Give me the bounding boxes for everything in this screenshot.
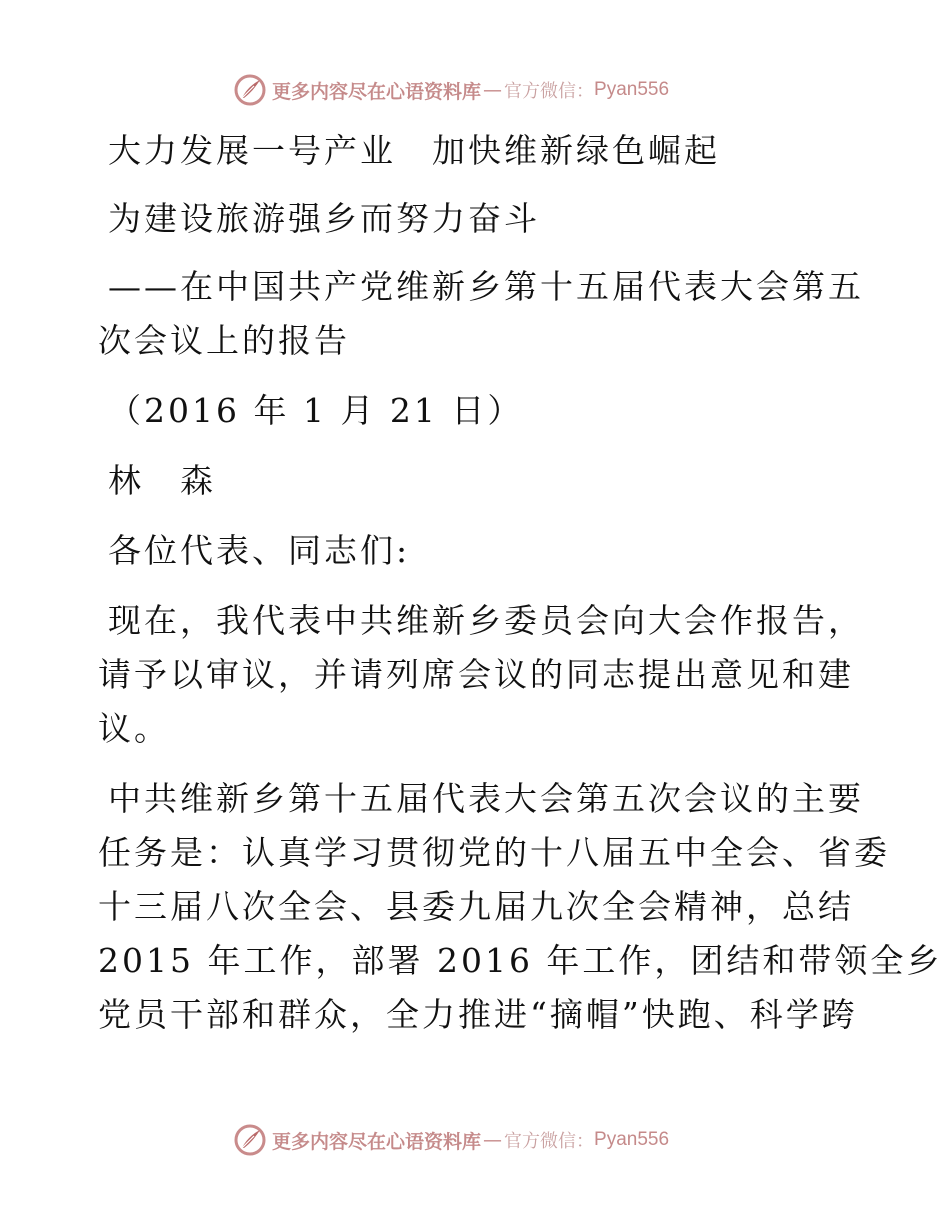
paragraph-line: 现在，我代表中共维新乡委员会向大会作报告， (108, 601, 864, 640)
document-body (98, 124, 943, 1042)
paragraph-line: 十三届八次全会、县委九届九次全会精神，总结 (98, 887, 854, 926)
feather-logo-icon (234, 74, 266, 106)
paragraph-line: 任务是：认真学习贯彻党的十八届五中全会、省委 (98, 833, 890, 872)
watermark-account: Pyan556 (594, 79, 670, 100)
watermark-dash: — (483, 79, 503, 101)
paragraph-1 (98, 594, 864, 756)
watermark-dash: — (483, 1129, 503, 1151)
document-subtitle-line-2: 次会议上的报告 (98, 321, 350, 360)
document-author: 林 森 (108, 461, 216, 500)
paragraph-line: 中共维新乡第十五届代表大会第五次会议的主要 (108, 779, 864, 818)
paragraph-line: 2015 年工作，部署 2016 年工作，团结和带领全乡 (98, 941, 943, 980)
document-title-line-2: 为建设旅游强乡而努力奋斗 (108, 199, 540, 238)
paragraph-line: 党员干部和群众，全力推进“摘帽”快跑、科学跨 (98, 995, 858, 1034)
paragraph-line: 请予以审议，并请列席会议的同志提出意见和建 (98, 655, 854, 694)
document-subtitle-line-1: ——在中国共产党维新乡第十五届代表大会第五 (108, 267, 864, 306)
document-title-line-1: 大力发展一号产业 加快维新绿色崛起 (108, 131, 720, 170)
footer-watermark (234, 1122, 669, 1158)
paragraph-2 (98, 772, 943, 1042)
watermark-label: 官方微信： (504, 81, 595, 102)
document-date: （2016 年 1 月 21 日） (108, 391, 524, 430)
watermark-account: Pyan556 (594, 1129, 670, 1150)
header-watermark (234, 72, 669, 108)
watermark-brand: 更多内容尽在心语资料库 (272, 80, 482, 103)
watermark-brand: 更多内容尽在心语资料库 (272, 1130, 482, 1153)
watermark-label: 官方微信： (504, 1131, 595, 1152)
document-salutation: 各位代表、同志们: (108, 531, 411, 570)
paragraph-line: 议。 (98, 709, 170, 748)
feather-logo-icon (234, 1124, 266, 1156)
